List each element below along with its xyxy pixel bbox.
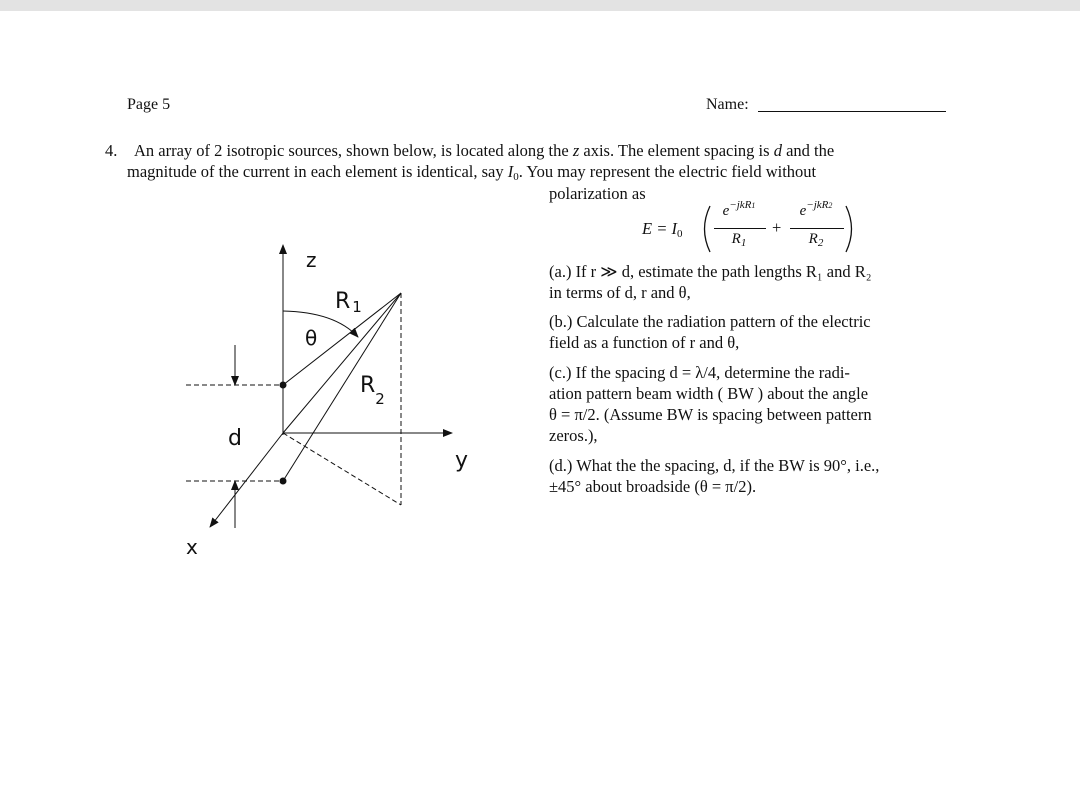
question-line-2: magnitude of the current in each element is identical, say $I_0$. You may represent the electric field without	[127, 162, 817, 183]
spacing-label: d	[228, 426, 242, 451]
part-a-line-2: in terms of d, r and θ,	[549, 283, 691, 302]
projection-dashed-diagonal	[283, 433, 401, 505]
right-paren	[844, 204, 858, 254]
name-blank-line	[758, 111, 946, 112]
part-b-line-2: field as a function of r and θ,	[549, 333, 740, 352]
y-axis-label: y	[455, 448, 469, 473]
denominator-1: $R_1$	[731, 231, 747, 249]
top-bar	[0, 0, 1080, 11]
left-paren	[698, 204, 712, 254]
r1-label: R 1	[335, 289, 362, 316]
x-axis	[210, 433, 283, 527]
part-d-line-2: ±45° about broadside (θ = π/2).	[549, 477, 757, 496]
part-d-line-1: (d.) What the the spacing, d, if the BW is 90°, i.e.,	[549, 456, 880, 475]
fraction-bar-1	[714, 228, 766, 229]
fraction-bar-2	[790, 228, 844, 229]
question-line-3: polarization as	[549, 184, 646, 203]
part-c-line-2: ation pattern beam width ( BW ) about the angle	[549, 384, 869, 403]
upper-element-dot	[280, 382, 287, 389]
x-axis-label: x	[186, 535, 198, 559]
plus-sign: +	[772, 218, 782, 237]
name-label: Name:	[706, 96, 749, 113]
part-c-line-3: θ = π/2. (Assume BW is spacing between pattern	[549, 405, 872, 424]
r-line	[283, 293, 401, 433]
z-axis-label: z	[306, 248, 317, 272]
field-equation: $E = I_0$ $e^{-jkR1}$ $R_1$ + $e^{-jkR2}$ $R_2$	[642, 200, 872, 256]
part-c-line-4: zeros.),	[549, 426, 598, 445]
array-geometry-figure	[170, 235, 490, 565]
theta-label: θ	[305, 326, 318, 350]
part-b-line-1: (b.) Calculate the radiation pattern of the electric	[549, 312, 871, 331]
question-number: 4.	[105, 141, 118, 160]
part-c-line-1: (c.) If the spacing d = λ/4, determine the radi-	[549, 363, 850, 382]
numerator-1: $e^{-jkR1}$	[722, 199, 756, 219]
part-a-line-1: (a.) If r ≫ d, estimate the path lengths R₁ and R₂	[549, 262, 872, 281]
r2-label: $R_2$	[360, 373, 385, 408]
numerator-2: $e^{-jkR2}$	[799, 199, 833, 219]
denominator-2: $R_2$	[808, 231, 824, 249]
theta-arc	[283, 311, 358, 337]
lower-element-dot	[280, 478, 287, 485]
question-line-1: An array of 2 isotropic sources, shown below, is located along the z axis. The element spacing is d and the	[134, 141, 835, 160]
page-number: Page 5	[127, 96, 171, 113]
r2-line	[283, 293, 401, 481]
